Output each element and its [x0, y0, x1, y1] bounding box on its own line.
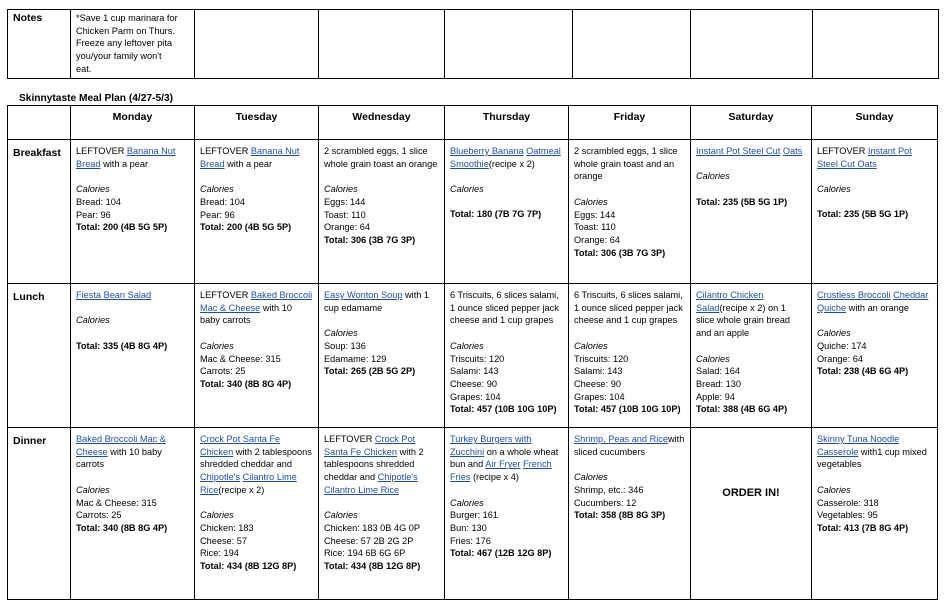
- row-label-lunch: Lunch: [8, 284, 71, 428]
- meal-text: (recipe x 4): [470, 472, 519, 483]
- calories-heading: Calories: [200, 510, 234, 521]
- calorie-item: Carrots: 25: [200, 366, 246, 377]
- corner-cell: [8, 106, 71, 140]
- recipe-link[interactable]: Cilantro Lime Rice: [324, 484, 400, 495]
- calorie-total: Total: 235 (5B 5G 1P): [696, 196, 788, 207]
- recipe-link[interactable]: Crock Pot: [374, 434, 416, 444]
- calorie-total: Total: 388 (4B 6G 4P): [696, 404, 788, 415]
- recipe-link[interactable]: Santa Fe Chicken: [324, 446, 398, 457]
- calorie-item: Cheese: 90: [574, 378, 621, 389]
- day-header-saturday: Saturday: [691, 106, 812, 140]
- meal-row-dinner: [8, 428, 938, 600]
- calorie-total: Total: 200 (4B 5G 5P): [200, 222, 292, 233]
- calorie-item: Mac & Cheese: 315: [76, 497, 157, 508]
- calorie-item: Bread: 104: [200, 196, 245, 207]
- recipe-link[interactable]: Oats: [782, 146, 803, 156]
- meal-cell: [812, 284, 938, 428]
- calorie-item: Burger: 161: [450, 510, 499, 521]
- meal-text: (recipe x 2) on 1 slice whole grain bread and an apple: [696, 302, 790, 339]
- calorie-item: Shrimp, etc.: 346: [574, 484, 644, 495]
- meal-description: [76, 431, 189, 471]
- meal-cell: [691, 284, 812, 428]
- meal-cell: [319, 140, 445, 284]
- calorie-item: Soup: 136: [324, 340, 366, 351]
- meal-cell: [71, 140, 195, 284]
- notes-label: Notes: [8, 10, 71, 79]
- calorie-item: Apple: 94: [696, 391, 735, 402]
- meal-description: [450, 287, 563, 327]
- recipe-link[interactable]: Oatmeal Smoothie: [450, 146, 561, 169]
- calorie-total: Total: 238 (4B 6G 4P): [817, 366, 909, 377]
- calorie-total: Total: 235 (5B 5G 1P): [817, 209, 909, 220]
- day-header-thursday: Thursday: [445, 106, 569, 140]
- calorie-item: Fries: 176: [450, 535, 491, 546]
- meal-description: [450, 431, 563, 484]
- order-in-label: ORDER IN!: [722, 487, 780, 499]
- meal-text: with an orange: [846, 302, 909, 313]
- calorie-item: Chicken: 183: [200, 522, 254, 533]
- calories-heading: Calories: [817, 484, 851, 495]
- meal-cell: [445, 140, 569, 284]
- calorie-item: Toast: 110: [574, 222, 616, 233]
- calorie-item: Bread: 130: [696, 378, 741, 389]
- calorie-item: Quiche: 174: [817, 340, 867, 351]
- calorie-total: Total: 467 (12B 12G 8P): [450, 548, 552, 559]
- meal-description: [200, 143, 313, 170]
- meal-cell: [445, 284, 569, 428]
- calorie-total: Total: 180 (7B 7G 7P): [450, 209, 542, 220]
- recipe-link[interactable]: Chipotle's: [200, 472, 241, 483]
- meal-cell: [71, 284, 195, 428]
- recipe-link[interactable]: Shrimp, Peas and Rice: [574, 434, 668, 444]
- calorie-item: Chicken: 183 0B 4G 0P: [324, 522, 421, 533]
- calories-heading: Calories: [817, 328, 851, 339]
- notes-text: *Save 1 cup marinara for Chicken Parm on Thurs. Freeze any leftover pita you/your family won't eat.: [71, 10, 195, 79]
- calories-heading: Calories: [450, 340, 484, 351]
- calories-heading: Calories: [324, 328, 358, 339]
- meal-cell: [195, 428, 319, 600]
- meal-cell: [691, 428, 812, 600]
- recipe-link[interactable]: Cilantro Lime Rice: [200, 472, 297, 495]
- recipe-link[interactable]: French Fries: [450, 459, 552, 483]
- day-header-friday: Friday: [569, 106, 691, 140]
- calorie-item: Cheese: 57: [200, 535, 247, 546]
- calorie-item: Bun: 130: [450, 522, 487, 533]
- calorie-item: Grapes: 104: [450, 391, 501, 402]
- meal-description: [696, 143, 806, 158]
- day-header-sunday: Sunday: [812, 106, 938, 140]
- meal-cell: [569, 284, 691, 428]
- meal-description: [76, 287, 189, 302]
- calorie-item: Triscuits: 120: [450, 353, 505, 364]
- calorie-item: Cheese: 57 2B 2G 2P: [324, 535, 414, 546]
- meal-text: LEFTOVER: [200, 146, 251, 156]
- meal-description: [76, 143, 189, 170]
- calories-heading: Calories: [76, 184, 110, 195]
- recipe-link[interactable]: Instant Pot Steel Cut: [696, 146, 781, 156]
- recipe-link[interactable]: Steel Cut Oats: [817, 158, 877, 169]
- meal-text: (recipe x 2): [218, 484, 265, 495]
- calorie-item: Salami: 143: [450, 366, 499, 377]
- meal-text: LEFTOVER: [817, 146, 868, 156]
- recipe-link[interactable]: Instant Pot: [867, 146, 912, 156]
- recipe-link[interactable]: Turkey Burgers with: [450, 434, 532, 444]
- calorie-item: Carrots: 25: [76, 510, 122, 521]
- recipe-link[interactable]: Zucchini: [450, 446, 485, 457]
- meal-text: 6 Triscuits, 6 slices salami, 1 ounce sliced pepper jack cheese and 1 cup grapes: [574, 290, 683, 326]
- calorie-item: Orange: 64: [324, 222, 370, 233]
- recipe-link[interactable]: Crustless Broccoli: [817, 290, 891, 300]
- recipe-link[interactable]: Banana Nut: [126, 146, 176, 156]
- day-header-wednesday: Wednesday: [319, 106, 445, 140]
- recipe-link[interactable]: Skinny Tuna Noodle: [817, 434, 900, 444]
- meal-cell: [569, 428, 691, 600]
- calorie-item: Bread: 104: [76, 196, 121, 207]
- meal-text: with 2 tablespoons shredded cheddar and: [200, 446, 312, 470]
- meal-cell: [195, 140, 319, 284]
- calorie-item: Vegetables: 95: [817, 510, 878, 521]
- meal-text: LEFTOVER: [76, 146, 127, 156]
- notes-empty-cell: [813, 10, 939, 79]
- notes-empty-cell: [195, 10, 319, 79]
- calorie-item: Casserole: 318: [817, 497, 879, 508]
- meal-cell: [319, 428, 445, 600]
- calories-heading: Calories: [324, 510, 358, 521]
- notes-empty-cell: [691, 10, 813, 79]
- meal-description: [200, 287, 313, 327]
- meal-text: with a pear: [100, 158, 149, 169]
- row-label-dinner: Dinner: [8, 428, 71, 600]
- meal-text: LEFTOVER: [200, 290, 251, 300]
- calorie-item: Grapes: 104: [574, 391, 625, 402]
- meal-text: with 2 tablespoons shredded cheddar and: [324, 446, 424, 483]
- recipe-link[interactable]: Cheddar Quiche: [817, 290, 929, 313]
- recipe-link[interactable]: Bread: [76, 158, 101, 169]
- meal-description: [324, 431, 439, 497]
- calories-heading: Calories: [76, 484, 110, 495]
- meal-text: 2 scrambled eggs, 1 slice whole grain toast and an orange: [574, 146, 678, 182]
- calorie-item: Eggs: 144: [324, 196, 366, 207]
- calorie-item: Mac & Cheese: 315: [200, 353, 281, 364]
- meal-cell: [812, 140, 938, 284]
- calories-heading: Calories: [450, 184, 484, 195]
- meal-description: [200, 431, 313, 497]
- calorie-item: Orange: 64: [574, 234, 620, 245]
- meal-description: [817, 287, 932, 314]
- calories-heading: Calories: [200, 184, 234, 195]
- recipe-link[interactable]: Fiesta Bean Salad: [76, 290, 152, 300]
- calorie-total: Total: 340 (8B 8G 4P): [76, 522, 168, 533]
- calorie-item: Salami: 143: [574, 366, 623, 377]
- calorie-item: Salad: 164: [696, 366, 740, 377]
- notes-table: [7, 9, 939, 79]
- calorie-item: Pear: 96: [200, 209, 235, 220]
- meal-text: with 10 baby carrots: [76, 446, 162, 470]
- calorie-item: Toast: 110: [324, 209, 366, 220]
- meal-description: [450, 143, 563, 170]
- recipe-link[interactable]: Baked Broccoli: [250, 290, 313, 300]
- calorie-total: Total: 340 (8B 8G 4P): [200, 378, 292, 389]
- meal-cell: [812, 428, 938, 600]
- calorie-total: Total: 457 (10B 10G 10P): [450, 404, 557, 415]
- meal-plan-table: [7, 105, 938, 600]
- meal-text: on a whole wheat bun and: [450, 446, 559, 470]
- calorie-item: Rice: 194: [200, 548, 239, 559]
- meal-cell: [569, 140, 691, 284]
- recipe-link[interactable]: Baked Broccoli Mac &: [76, 434, 166, 444]
- meal-text: with 10 baby carrots: [200, 302, 292, 326]
- meal-description: [324, 143, 439, 170]
- calorie-item: Eggs: 144: [574, 209, 616, 220]
- calorie-item: Cucumbers: 12: [574, 497, 637, 508]
- meal-text: (recipe x 2): [488, 158, 535, 169]
- calories-heading: Calories: [76, 315, 110, 326]
- meal-cell: [195, 284, 319, 428]
- calories-heading: Calories: [200, 340, 234, 351]
- calorie-total: Total: 200 (4B 5G 5P): [76, 222, 168, 233]
- recipe-link[interactable]: Cheese: [76, 446, 108, 457]
- recipe-link[interactable]: Banana Nut: [250, 146, 300, 156]
- plan-title: Skinnytaste Meal Plan (4/27-5/3): [19, 93, 174, 104]
- meal-description: [696, 287, 806, 340]
- meal-description: [574, 143, 685, 183]
- recipe-link[interactable]: Mac & Cheese: [200, 302, 261, 313]
- calories-heading: Calories: [696, 353, 730, 364]
- calories-heading: Calories: [450, 497, 484, 508]
- notes-empty-cell: [573, 10, 691, 79]
- meal-text: 6 Triscuits, 6 slices salami, 1 ounce sliced pepper jack cheese and 1 cup grapes: [450, 290, 559, 326]
- calorie-total: Total: 358 (8B 8G 3P): [574, 510, 666, 521]
- calorie-total: Total: 434 (8B 12G 8P): [200, 561, 297, 572]
- calorie-total: Total: 335 (4B 8G 4P): [76, 340, 168, 351]
- calorie-item: Triscuits: 120: [574, 353, 629, 364]
- calorie-item: Orange: 64: [817, 353, 863, 364]
- meal-cell: [445, 428, 569, 600]
- meal-description: [817, 431, 932, 471]
- calorie-item: Rice: 194 6B 6G 6P: [324, 548, 406, 559]
- meal-description: [574, 431, 685, 458]
- day-header-row: [8, 106, 938, 140]
- meal-text: with 1 cup edamame: [324, 290, 430, 313]
- recipe-link[interactable]: Blueberry Banana: [450, 146, 524, 156]
- meal-text: with a pear: [224, 158, 273, 169]
- row-label-breakfast: Breakfast: [8, 140, 71, 284]
- calorie-total: Total: 457 (10B 10G 10P): [574, 404, 681, 415]
- meal-cell: [71, 428, 195, 600]
- day-header-monday: Monday: [71, 106, 195, 140]
- calorie-total: Total: 306 (3B 7G 3P): [324, 234, 416, 245]
- calories-heading: Calories: [574, 340, 608, 351]
- calorie-total: Total: 413 (7B 8G 4P): [817, 522, 909, 533]
- calories-heading: Calories: [696, 171, 730, 182]
- calorie-item: Edamame: 129: [324, 353, 387, 364]
- meal-text: 2 scrambled eggs, 1 slice whole grain toast an orange: [324, 146, 438, 169]
- meal-text: with sliced cucumbers: [574, 434, 685, 457]
- calories-heading: Calories: [817, 184, 851, 195]
- calorie-item: Cheese: 90: [450, 378, 497, 389]
- calorie-item: Pear: 96: [76, 209, 111, 220]
- notes-empty-cell: [319, 10, 445, 79]
- calories-heading: Calories: [574, 196, 608, 207]
- meal-description: [574, 287, 685, 327]
- meal-description: [324, 287, 439, 314]
- meal-description: [817, 143, 932, 170]
- notes-empty-cell: [445, 10, 573, 79]
- calorie-total: Total: 434 (8B 12G 8P): [324, 561, 421, 572]
- recipe-link[interactable]: Air Fryer: [485, 459, 521, 470]
- recipe-link[interactable]: Cilantro Chicken Salad: [696, 290, 764, 313]
- meal-text: with1 cup mixed vegetables: [817, 446, 927, 470]
- recipe-link[interactable]: Chicken: [200, 446, 234, 457]
- recipe-link[interactable]: Crock Pot Santa Fe: [200, 434, 281, 444]
- recipe-link[interactable]: Chipotle's: [377, 472, 418, 483]
- calories-heading: Calories: [574, 472, 608, 483]
- recipe-link[interactable]: Casserole: [817, 446, 859, 457]
- day-header-tuesday: Tuesday: [195, 106, 319, 140]
- meal-row-breakfast: [8, 140, 938, 284]
- calorie-total: Total: 265 (2B 5G 2P): [324, 366, 416, 377]
- calories-heading: Calories: [324, 184, 358, 195]
- recipe-link[interactable]: Bread: [200, 158, 225, 169]
- meal-cell: [691, 140, 812, 284]
- meal-text: LEFTOVER: [324, 434, 375, 444]
- meal-cell: [319, 284, 445, 428]
- calorie-total: Total: 306 (3B 7G 3P): [574, 247, 666, 258]
- meal-row-lunch: [8, 284, 938, 428]
- recipe-link[interactable]: Easy Wonton Soup: [324, 290, 403, 300]
